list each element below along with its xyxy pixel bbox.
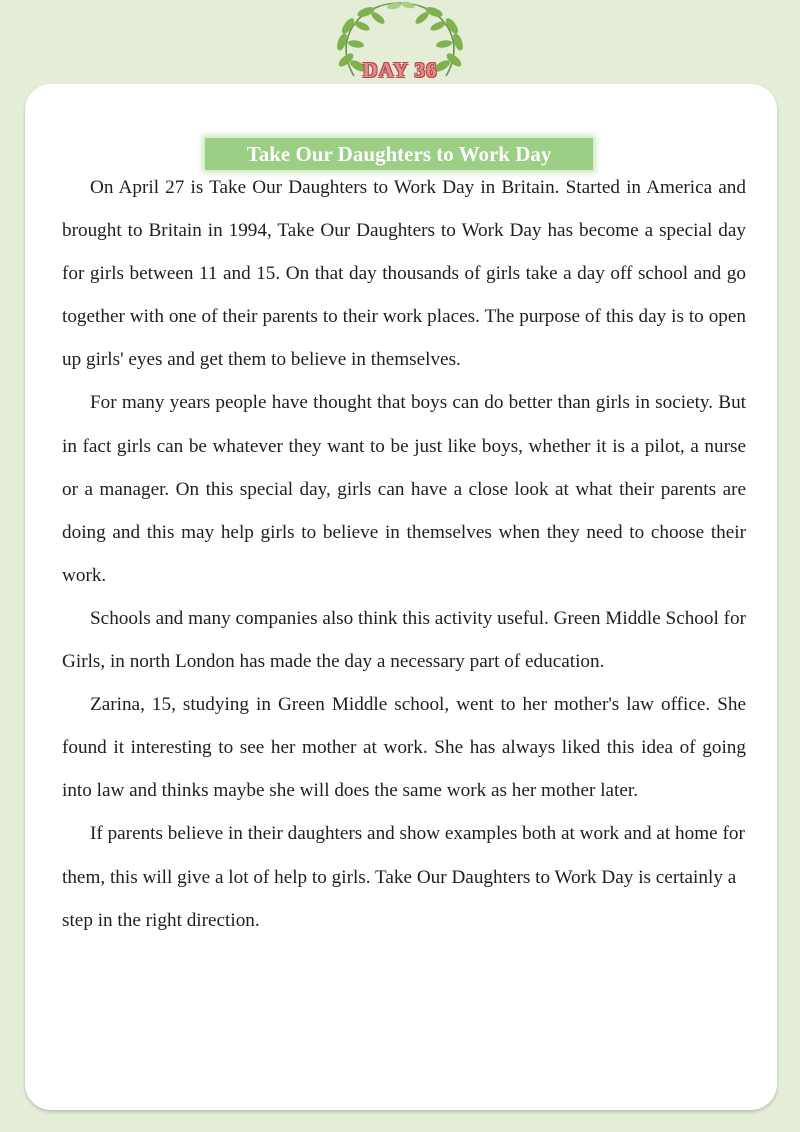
paragraph-3: Schools and many companies also think this activity useful. Green Middle School for Girls, in north London has made the day a necessary part of education. — [62, 607, 746, 673]
paragraph-4: Zarina, 15, studying in Green Middle school, went to her mother's law office. She found it interesting to see her mother at work. She has always liked this idea of going into law and thinks maybe she will does the same work as her mother later. — [62, 694, 746, 802]
article-body — [62, 166, 746, 942]
paragraph-5: If parents believe in their daughters and show examples both at work and at home for them, this will give a lot of help to girls. Take Our Daughters to Work Day is certainly a step in the right direction. — [62, 823, 745, 931]
day-badge: DAY 36 — [362, 58, 438, 82]
paragraph-2: For many years people have thought that boys can do better than girls in society. But in fact girls can be whatever they want to be just like boys, whether it is a pilot, a nurse or a manager. On this special day, girls can have a close look at what their parents are doing and this may help girls to believe in themselves when they need to choose their work. — [62, 392, 746, 586]
article-title: Take Our Daughters to Work Day — [246, 141, 552, 166]
paragraph-1: On April 27 is Take Our Daughters to Work Day in Britain. Started in America and brought to Britain in 1994, Take Our Daughters to Work Day has become a special day for girls between 11 and 15. On that day thousands of girls take a day off school and go together with one of their parents to their work places. The purpose of this day is to open up girls' eyes and get them to believe in themselves. — [62, 177, 746, 371]
